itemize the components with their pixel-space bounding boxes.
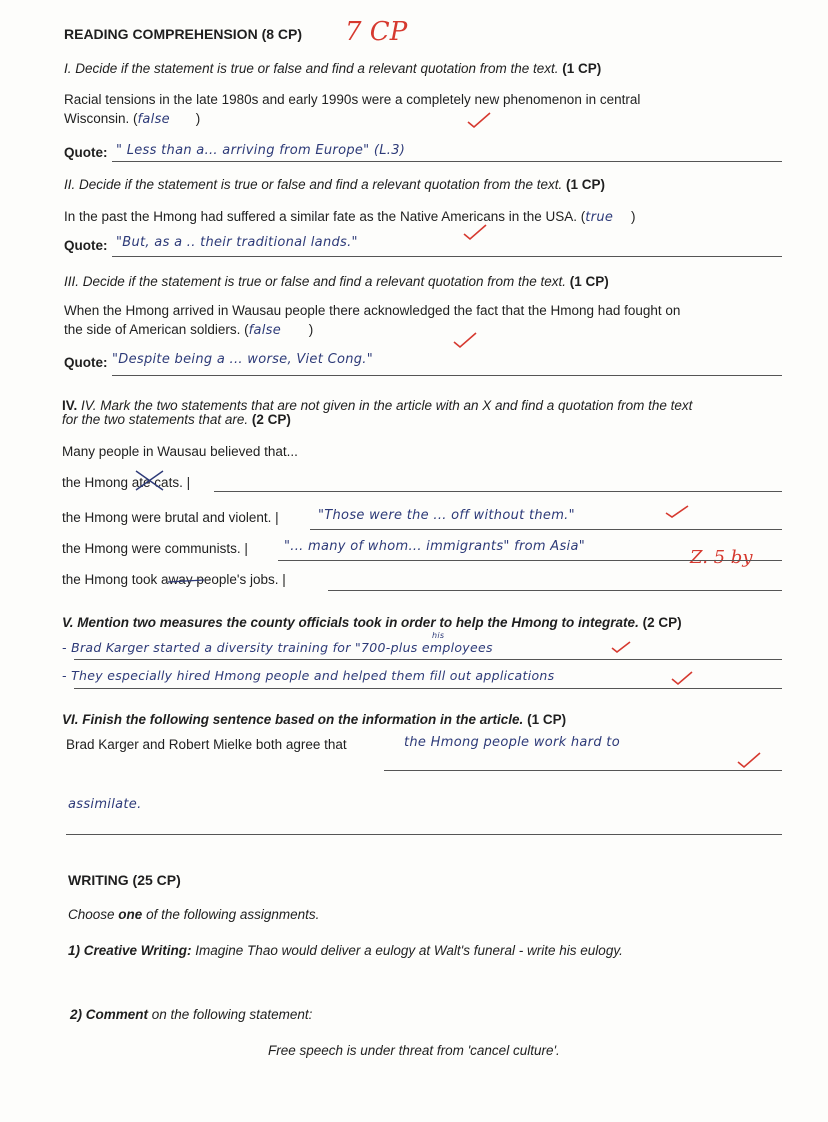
q4-item: the Hmong were brutal and violent. | bbox=[62, 510, 279, 525]
answer-line bbox=[74, 688, 782, 689]
answer-line bbox=[74, 659, 782, 660]
check-mark-icon bbox=[664, 504, 690, 520]
strike-mark-icon bbox=[166, 572, 206, 590]
assignment-1-text: Imagine Thao would deliver a eulogy at Walt's funeral - write his eulogy. bbox=[191, 943, 623, 958]
q1-statement-line1: Racial tensions in the late 1980s and early 1990s were a completely new phenomenon in central bbox=[64, 92, 641, 107]
q2-points: (1 CP) bbox=[566, 177, 606, 192]
q4-item: the Hmong were communists. | bbox=[62, 541, 248, 556]
q1-answer: false bbox=[137, 112, 170, 127]
q4-prompt-text-2: for the two statements that are. bbox=[62, 412, 249, 427]
writing-choose-post: of the following assignments. bbox=[142, 907, 320, 922]
q1-points: (1 CP) bbox=[562, 61, 602, 76]
answer-line bbox=[310, 529, 782, 530]
assignment-2-text: on the following statement: bbox=[148, 1007, 313, 1022]
q1-statement-close: ) bbox=[195, 111, 201, 126]
q2-quote-label: Quote: bbox=[64, 238, 108, 253]
q5-insert: his bbox=[432, 631, 445, 640]
q3-statement-line1: When the Hmong arrived in Wausau people there acknowledged the fact that the Hmong had fought on bbox=[64, 303, 681, 318]
q6-answer-line2: assimilate. bbox=[68, 797, 142, 812]
assignment-2 bbox=[70, 1007, 312, 1022]
answer-line bbox=[66, 834, 782, 835]
answer-line bbox=[112, 375, 782, 376]
q2-statement-text: In the past the Hmong had suffered a similar fate as the Native Americans in the USA. ( bbox=[64, 209, 586, 224]
section-title-reading bbox=[64, 26, 302, 42]
section-title-writing: WRITING (25 CP) bbox=[68, 872, 181, 888]
check-mark-icon bbox=[670, 670, 694, 686]
q2-statement bbox=[64, 209, 635, 225]
q5-answer1: - Brad Karger started a diversity training for "700-plus employees bbox=[62, 640, 493, 655]
check-mark-icon bbox=[736, 750, 762, 770]
check-mark-icon bbox=[462, 222, 488, 242]
q4-prompt-line1: IV. IV. Mark the two statements that are not given in the article with an X and find a quotation from the text bbox=[62, 398, 693, 413]
q3-points: (1 CP) bbox=[569, 274, 609, 289]
q1-statement-open: Wisconsin. ( bbox=[64, 111, 138, 126]
q5-answer2: - They especially hired Hmong people and helped them fill out applications bbox=[62, 668, 555, 683]
answer-line bbox=[278, 560, 782, 561]
q5-prompt-text: V. Mention two measures the county officials took in order to help the Hmong to integrate. bbox=[62, 615, 639, 630]
q2-prompt-text: II. Decide if the statement is true or false and find a relevant quotation from the text. bbox=[64, 177, 563, 192]
q6-points: (1 CP) bbox=[527, 712, 567, 727]
q2-answer: true bbox=[585, 210, 614, 225]
check-mark-icon bbox=[610, 640, 632, 654]
q4-points: (2 CP) bbox=[251, 412, 291, 427]
answer-line bbox=[328, 590, 782, 591]
check-mark-icon bbox=[452, 330, 478, 350]
q4-item-answer: "Those were the ... off without them." bbox=[318, 508, 575, 523]
q1-prompt bbox=[64, 61, 601, 76]
cross-mark-icon bbox=[133, 468, 167, 494]
q3-statement-line2 bbox=[64, 322, 313, 338]
q5-points: (2 CP) bbox=[642, 615, 682, 630]
q6-stem: Brad Karger and Robert Mielke both agree that bbox=[66, 737, 347, 752]
q1-statement-line2 bbox=[64, 111, 200, 127]
q3-quote-answer: "Despite being a ... worse, Viet Cong." bbox=[112, 352, 373, 367]
q4-intro: Many people in Wausau believed that... bbox=[62, 444, 298, 459]
q6-prompt bbox=[62, 712, 566, 727]
q6-answer-line1: the Hmong people work hard to bbox=[404, 735, 620, 750]
answer-line bbox=[112, 161, 782, 162]
writing-choose bbox=[68, 907, 319, 922]
writing-choose-pre: Choose bbox=[68, 907, 119, 922]
q2-prompt bbox=[64, 177, 605, 192]
q1-quote-answer: " Less than a... arriving from Europe" (L.3) bbox=[116, 143, 406, 158]
q4-prompt-line2 bbox=[62, 412, 291, 427]
q6-prompt-text: VI. Finish the following sentence based on the information in the article. bbox=[62, 712, 524, 727]
q3-statement-close: ) bbox=[308, 322, 314, 337]
q4-item: the Hmong took away people's jobs. | bbox=[62, 572, 286, 587]
q3-answer: false bbox=[248, 323, 282, 338]
reading-title-text: READING COMPREHENSION (8 CP) bbox=[64, 26, 303, 42]
q1-quote-label: Quote: bbox=[64, 145, 108, 160]
q4-prompt-text: IV. Mark the two statements that are not given in the article with an X and find a quotation from the text bbox=[81, 398, 693, 413]
q3-statement-open: the side of American soldiers. ( bbox=[64, 322, 249, 337]
q2-statement-close: ) bbox=[630, 209, 636, 224]
q1-prompt-text: I. Decide if the statement is true or false and find a relevant quotation from the text. bbox=[64, 61, 559, 76]
answer-line bbox=[214, 491, 782, 492]
assignment-1-label: 1) Creative Writing: bbox=[68, 943, 192, 958]
check-mark-icon bbox=[466, 110, 492, 130]
score-mark: 7 CP bbox=[345, 17, 408, 47]
answer-line bbox=[112, 256, 782, 257]
q3-prompt bbox=[64, 274, 609, 289]
q4-item: the Hmong ate cats. | bbox=[62, 475, 191, 490]
writing-choose-bold: one bbox=[118, 907, 143, 922]
q3-quote-label: Quote: bbox=[64, 355, 108, 370]
answer-line bbox=[384, 770, 782, 771]
q5-prompt bbox=[62, 615, 682, 630]
margin-note: Z. 5 by bbox=[690, 547, 753, 568]
q3-prompt-text: III. Decide if the statement is true or false and find a relevant quotation from the text. bbox=[64, 274, 567, 289]
assignment-2-label: 2) Comment bbox=[70, 1007, 149, 1022]
q2-quote-answer: "But, as a .. their traditional lands." bbox=[116, 235, 358, 250]
assignment-2-statement: Free speech is under threat from 'cancel culture'. bbox=[268, 1043, 560, 1058]
assignment-1 bbox=[68, 943, 623, 958]
q4-item-answer: "... many of whom... immigrants" from Asia" bbox=[284, 539, 586, 554]
